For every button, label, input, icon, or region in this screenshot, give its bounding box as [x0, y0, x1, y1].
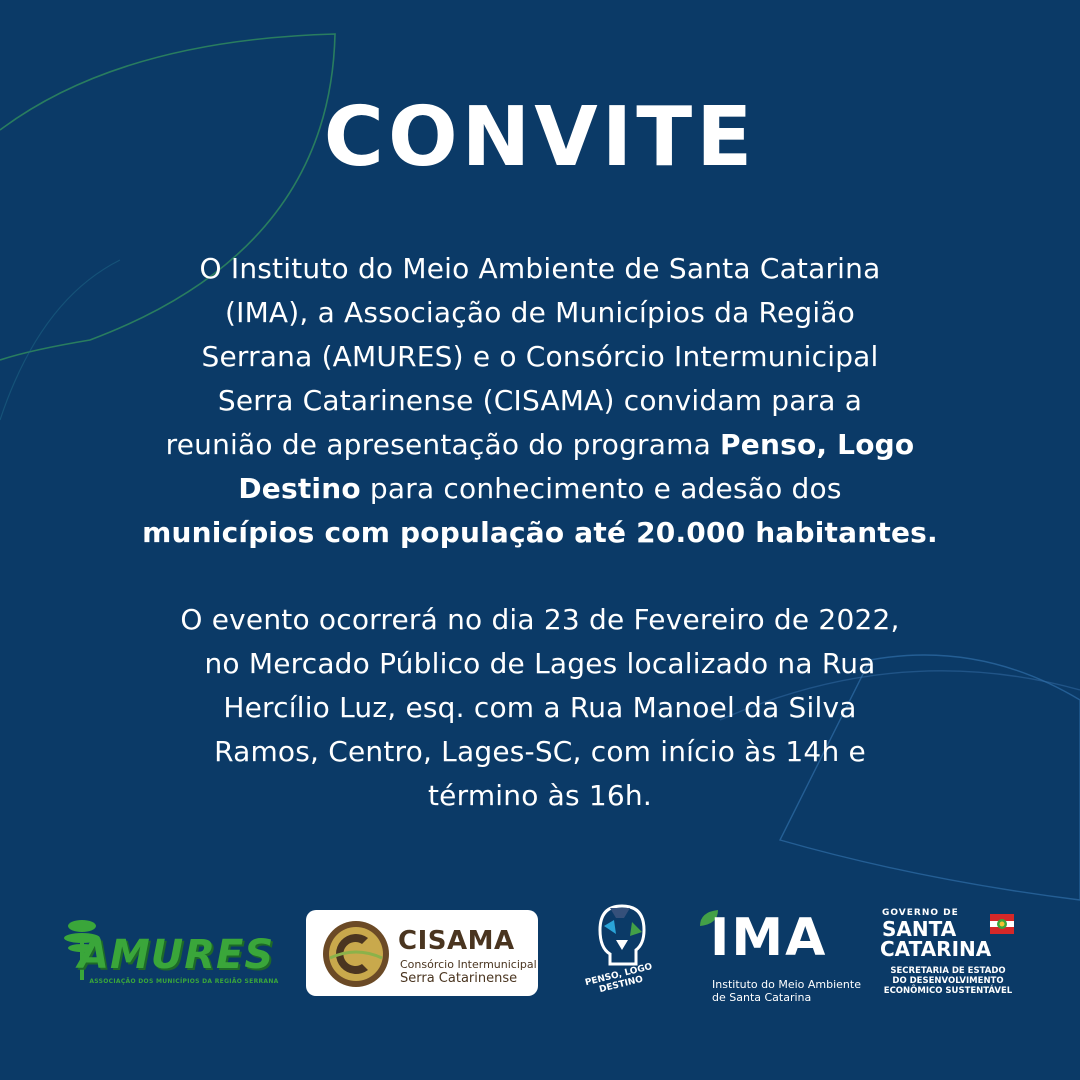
text-line: O evento ocorrerá no dia 23 de Fevereiro de 2022, — [180, 603, 900, 636]
target-audience: municípios com população até 20.000 habitantes. — [142, 516, 938, 549]
gov-label-small: GOVERNO DE — [882, 908, 959, 918]
cisama-logo — [306, 910, 538, 996]
ima-subtitle-1: Instituto do Meio Ambiente — [712, 978, 861, 991]
cisama-subtitle-2: Serra Catarinense — [400, 971, 518, 986]
cisama-emblem-icon — [320, 918, 392, 990]
program-name-part1: Penso, Logo — [720, 428, 915, 461]
gov-label-santa: SANTA — [882, 917, 957, 941]
text-line — [130, 511, 950, 555]
penso-logo-label: PENSO, LOGO DESTINO — [584, 961, 654, 996]
amures-wordmark: AMURES — [78, 932, 275, 978]
ima-wordmark: IMA — [710, 908, 828, 968]
text-line — [130, 467, 950, 511]
gov-sub-line: ECONÔMICO SUSTENTÁVEL — [883, 986, 1013, 996]
page-title: CONVITE — [323, 90, 757, 185]
text-line: (IMA), a Associação de Municípios da Região — [224, 296, 856, 329]
gov-secretaria — [868, 966, 1028, 996]
cisama-subtitle-1: Consórcio Intermunicipal — [400, 958, 537, 971]
text-line: O Instituto do Meio Ambiente de Santa Catarina — [199, 252, 881, 285]
ima-subtitle-2: de Santa Catarina — [712, 991, 812, 1004]
amures-logo — [62, 914, 282, 994]
penso-logo-destino-logo — [572, 900, 668, 1010]
event-details-paragraph — [130, 598, 950, 818]
text-line: no Mercado Público de Lages localizado na Rua — [204, 647, 876, 680]
governo-santa-catarina-logo — [868, 908, 1028, 1004]
recycling-head-icon — [586, 900, 654, 970]
text-line: Hercílio Luz, esq. com a Rua Manoel da Silva — [223, 691, 857, 724]
text-line: Ramos, Centro, Lages-SC, com início às 14h e — [214, 735, 866, 768]
text-line — [130, 423, 950, 467]
ima-logo — [696, 908, 861, 1004]
invitation-paragraph — [130, 247, 950, 555]
text-line: Serrana (AMURES) e o Consórcio Intermunicipal — [201, 340, 879, 373]
santa-catarina-flag-icon — [988, 910, 1016, 938]
text-line: término às 16h. — [428, 779, 652, 812]
amures-subtitle: ASSOCIAÇÃO DOS MUNICÍPIOS DA REGIÃO SERRANA — [89, 978, 279, 985]
text-segment: para conhecimento e adesão dos — [360, 472, 842, 505]
cisama-wordmark: CISAMA — [398, 926, 515, 956]
gov-label-catarina: CATARINA — [880, 937, 992, 961]
text-line: Serra Catarinense (CISAMA) convidam para a — [217, 384, 863, 417]
partner-logos — [0, 900, 1080, 1010]
gov-sub-line: DO DESENVOLVIMENTO — [892, 976, 1004, 986]
text-segment: reunião de apresentação do programa — [165, 428, 721, 461]
gov-sub-line: SECRETARIA DE ESTADO — [890, 966, 1006, 976]
program-name-part2: Destino — [238, 472, 361, 505]
